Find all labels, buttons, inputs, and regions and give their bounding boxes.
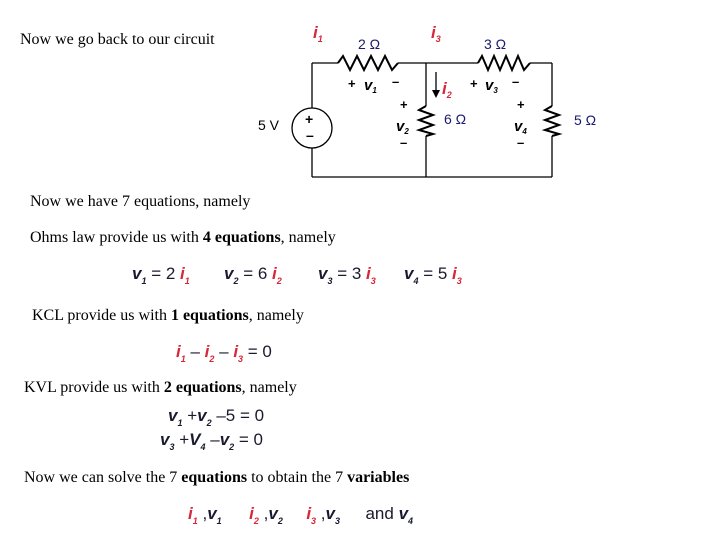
resistor-2ohm [338,56,398,70]
ohms-eq-2: $v_2 = 6$ $i_2$ [224,264,282,286]
voltage-label-v4: $v_4$ [514,118,527,136]
v2-plus: + [400,97,408,112]
voltage-label-v1: $v_1$ [364,77,377,95]
voltage-label-v2: $v_2$ [396,118,409,136]
resistor-label-6ohm: 6 Ω [444,111,467,127]
current-label-i1: $i_1$ [313,23,323,44]
v3-minus: – [512,74,520,89]
v4-plus: + [517,97,525,112]
kcl-equation: $i_1 - i_2 - i_3 = 0$ [176,342,272,364]
current-label-i3: $i_3$ [431,23,441,44]
circuit-diagram [0,0,720,200]
source-label: 5 V [258,117,280,133]
kcl-text: KCL provide us with 1 equations, namely [32,307,304,324]
voltage-label-v3: $v_3$ [485,77,498,95]
resistor-label-5ohm: 5 Ω [574,112,597,128]
kvl-equation-2: $v_3 +V_4$ $-v_2 = 0$ [160,430,264,452]
resistor-6ohm [419,106,433,136]
resistor-3ohm [478,56,530,70]
page-title: Now we go back to our circuit [20,31,215,48]
v1-plus: + [348,76,356,91]
kvl-text: KVL provide us with 2 equations, namely [24,379,297,396]
v1-minus: – [392,74,400,89]
ohms-eq-4: $v_4 = 5$ $i_3$ [404,264,462,286]
arrow-head-icon [432,90,440,98]
resistor-label-3ohm: 3 Ω [484,36,507,52]
ohms-eq-3: $v_3 = 3$ $i_3$ [318,264,376,286]
v2-minus: – [400,135,408,150]
intro-text: Now we have 7 equations, namely [30,193,251,210]
source-plus: + [305,111,314,127]
ohms-law-text: Ohms law provide us with 4 equations, namely [30,229,336,246]
v4-minus: – [517,135,525,150]
v3-plus: + [470,76,478,91]
resistor-label-2ohm: 2 Ω [358,36,381,52]
variables-list: $i_1$ $,v_1$ $i_2$ $,v_2$ $i_3$ $,v_3$ and $v_4$ [188,504,414,526]
source-minus: – [306,127,314,143]
variable-pair-1: $i_1$ $,v_1$ [188,504,222,526]
kvl-equation-1: $v_1 +v_2$ –5 = 0 [168,406,265,428]
variable-pair-3: $i_3$ $,v_3$ [306,504,340,526]
solve-text: Now we can solve the 7 equations to obtain the 7 variables [24,469,410,486]
current-label-i2: $i_2$ [442,79,452,100]
ohms-eq-1: $v_1 = 2$ $i_1$ [132,264,190,286]
variable-pair-2: $i_2$ $,v_2$ [249,504,283,526]
and-text: and [365,504,399,523]
resistor-5ohm [545,106,559,136]
